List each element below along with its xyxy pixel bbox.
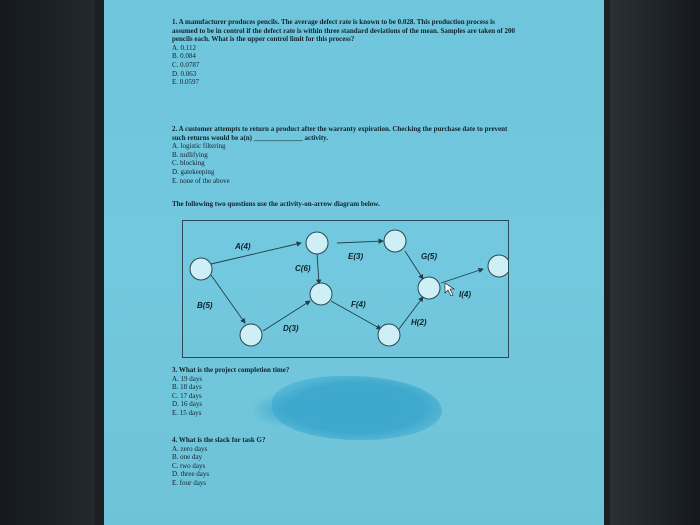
monitor-bezel-right: [610, 0, 700, 525]
question-2: [172, 125, 522, 185]
question-1-option-b: B. 0.084: [172, 52, 196, 61]
question-3-option-c: C. 17 days: [172, 391, 202, 400]
question-3-option-e: E. 15 days: [172, 408, 202, 417]
node-1: [190, 258, 212, 280]
arrow-a: [211, 243, 301, 264]
question-1-option-e: E. 0.0597: [172, 78, 200, 87]
monitor-bezel-left: [0, 0, 95, 525]
diagram-intro: The following two questions use the activity-on-arrow diagram below.: [172, 200, 380, 208]
label-h: H(2): [411, 318, 427, 327]
node-2: [306, 232, 328, 254]
label-e: E(3): [348, 252, 364, 261]
mouse-cursor-icon: [445, 283, 454, 296]
question-1-option-c: C. 0.0787: [172, 60, 200, 69]
label-i: I(4): [459, 290, 471, 299]
node-7: [378, 324, 400, 346]
question-2-option-b: B. nullifying: [172, 150, 208, 159]
node-6: [418, 277, 440, 299]
question-1-option-a: A. 0.112: [172, 43, 197, 52]
question-3-stem: 3. What is the project completion time?: [172, 366, 290, 374]
activity-on-arrow-diagram: [182, 220, 509, 358]
arrow-e: [337, 241, 383, 243]
label-b: B(5): [197, 301, 213, 310]
question-4-option-c: C. two days: [172, 461, 206, 470]
question-4-option-b: B. one day: [172, 453, 203, 462]
question-4: [172, 436, 432, 488]
question-3-option-d: D. 16 days: [172, 400, 203, 409]
worksheet-page: [104, 0, 604, 525]
redaction-smudge-edge: [254, 395, 314, 425]
question-2-option-e: E. none of the above: [172, 176, 230, 185]
question-4-stem: 4. What is the slack for task G?: [172, 436, 266, 444]
label-a: A(4): [235, 242, 251, 251]
question-2-option-a: A. logistic filtering: [172, 142, 226, 151]
question-4-option-a: A. zero days: [172, 444, 208, 453]
node-4: [310, 283, 332, 305]
question-1: [172, 18, 522, 87]
question-1-option-d: D. 0.063: [172, 69, 197, 78]
question-4-option-d: D. three days: [172, 470, 210, 479]
network-svg: [183, 221, 508, 357]
question-2-option-d: D. gatekeeping: [172, 167, 215, 176]
question-4-option-e: E. four days: [172, 478, 207, 487]
question-2-option-c: C. blocking: [172, 159, 205, 168]
label-g: G(5): [421, 252, 437, 261]
question-2-stem: 2. A customer attempts to return a product after the warranty expiration. Checking the purchase date to prevent such returns would be a(n) ______________ activity.: [172, 125, 508, 142]
node-5: [240, 324, 262, 346]
arrow-c: [317, 253, 319, 284]
arrow-i: [441, 269, 483, 283]
label-f: F(4): [351, 300, 366, 309]
question-3-option-b: B. 18 days: [172, 383, 202, 392]
node-3: [384, 230, 406, 252]
node-8: [488, 255, 508, 277]
question-1-stem: 1. A manufacturer produces pencils. The average defect rate is known to be 0.028. This production process is assumed to be in control if the defect rate is within three standard deviations of the mean. Samples are taken of 200 pencils each. What is the upper control limit for this process?: [172, 18, 515, 44]
label-c: C(6): [295, 264, 311, 273]
arrow-b: [211, 275, 245, 323]
question-3-option-a: A. 19 days: [172, 374, 203, 383]
label-d: D(3): [283, 324, 299, 333]
